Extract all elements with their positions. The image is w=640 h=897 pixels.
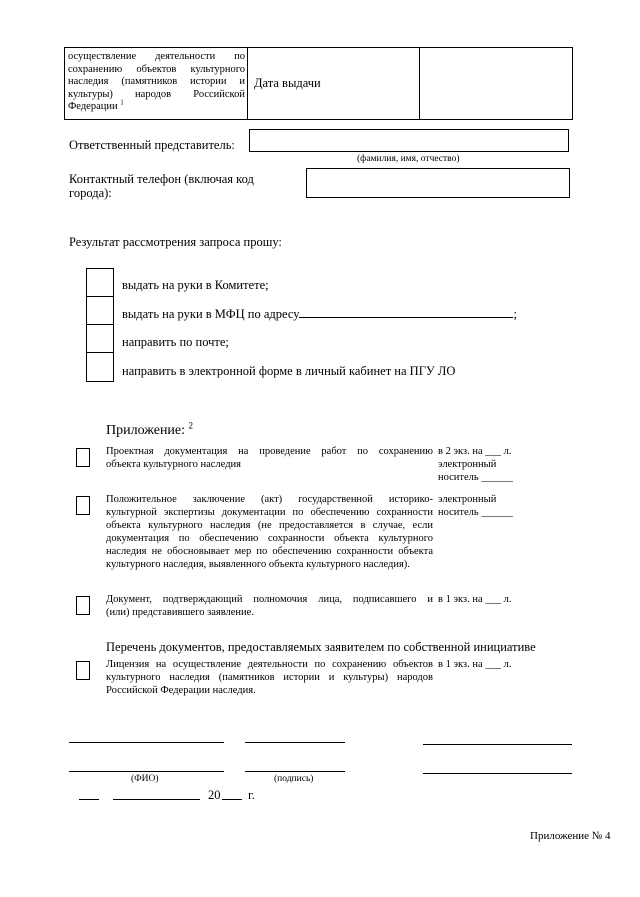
item-line: Документ, подтверждающий полномочия лица, подписавшего и [106, 594, 433, 605]
representative-label: Ответственный представитель: [69, 138, 235, 152]
phone-label-line2: города): [69, 186, 112, 200]
appendix-item-1 [106, 445, 433, 471]
cell-line: сохранению объектов культурного [68, 63, 245, 75]
own-item-1-copies: в 1 экз. на ___ л. [438, 659, 512, 670]
item-line: Российской Федерации наследия. [106, 685, 256, 696]
appendix-checkbox-1[interactable] [76, 448, 90, 467]
phone-label-line1: Контактный телефон (включая код [69, 172, 254, 186]
item-line: документация по обеспечению сохранности объекта культурного [106, 533, 433, 544]
item-line: (или) представившего заявление. [106, 607, 254, 618]
appendix-footnote-mark: 2 [188, 420, 194, 431]
item-line: культурного наследия, выявленного объекта культурного наследия). [106, 559, 410, 570]
sign-label: (подпись) [274, 774, 314, 784]
signature-line[interactable] [423, 744, 572, 745]
item-line: культурного наследия (памятников истории и культуры) народов [106, 672, 433, 683]
license-table [64, 47, 573, 120]
appendix-heading: Приложение: $^2$ [106, 420, 194, 438]
own-checkbox-1[interactable] [76, 661, 90, 680]
representative-input[interactable] [249, 129, 569, 152]
fio-label: (ФИО) [131, 774, 159, 784]
signature-line[interactable] [423, 773, 572, 774]
footnote-mark: 1 [120, 98, 124, 107]
result-options-checkboxes [86, 268, 114, 382]
phone-input[interactable] [306, 168, 570, 198]
date-day-line[interactable] [79, 799, 99, 800]
item-line: Лицензия на осуществление деятельности по сохранению объектов [106, 659, 433, 670]
date-label-cell [248, 48, 420, 119]
cell-line: Федерации $^1$ [68, 98, 124, 113]
option-checkbox-mfc[interactable] [87, 297, 113, 325]
option-checkbox-committee[interactable] [87, 269, 113, 297]
result-heading: Результат рассмотрения запроса прошу: [69, 235, 282, 249]
item-line: Проектная документация на проведение работ по сохранению [106, 446, 433, 457]
option-label-committee: выдать на руки в Комитете; [122, 278, 269, 292]
attachment-number: Приложение № 4 [530, 830, 611, 842]
option-label-mail: направить по почте; [122, 335, 229, 349]
own-item-1 [106, 658, 433, 697]
item-line: Положительное заключение (акт) государственной историко- [106, 494, 433, 505]
appendix-checkbox-3[interactable] [76, 596, 90, 615]
license-type-cell [65, 48, 248, 119]
date-year-prefix: 20 [208, 788, 221, 802]
item-line: объекта культурного наследия [106, 459, 241, 470]
cell-line: культуры) народов Российской [68, 88, 245, 100]
appendix-item-2 [106, 493, 433, 571]
cell-line: наследия (памятников истории и [68, 76, 245, 88]
option-checkbox-electronic[interactable] [87, 353, 113, 381]
appendix-item-3 [106, 593, 433, 619]
item-line: объекта культурного наследия (не предоставляется в случае, если [106, 520, 433, 531]
representative-hint: (фамилия, имя, отчество) [357, 154, 460, 164]
appendix-item-1-copies: в 2 экз. на ___ л. электронный носитель ______ [438, 446, 513, 483]
signature-line[interactable] [69, 742, 224, 743]
item-line: культурной экспертизы документации по обеспечению сохранности [106, 507, 433, 518]
cell-line: осуществление деятельности по [68, 51, 245, 62]
date-year-line[interactable] [222, 799, 242, 800]
sign-line[interactable] [245, 771, 345, 772]
mfc-address-line[interactable] [299, 306, 513, 318]
option-label-electronic: направить в электронной форме в личный кабинет на ПГУ ЛО [122, 364, 456, 378]
appendix-item-2-copies: электронный носитель ______ [438, 494, 513, 518]
appendix-checkbox-2[interactable] [76, 496, 90, 515]
year-suffix: г. [248, 788, 255, 802]
item-line: наследия не обосновывает мер по обеспечению сохранности объекта [106, 546, 433, 557]
own-initiative-heading: Перечень документов, предоставляемых заявителем по собственной инициативе [106, 640, 536, 654]
signature-line[interactable] [245, 742, 345, 743]
option-checkbox-mail[interactable] [87, 325, 113, 353]
appendix-item-3-copies: в 1 экз. на ___ л. [438, 594, 512, 605]
date-month-line[interactable] [113, 799, 200, 800]
option-label-mfc: выдать на руки в МФЦ по адресу ; [122, 307, 517, 321]
date-label: Дата выдачи [254, 76, 321, 90]
fio-line[interactable] [69, 771, 224, 772]
